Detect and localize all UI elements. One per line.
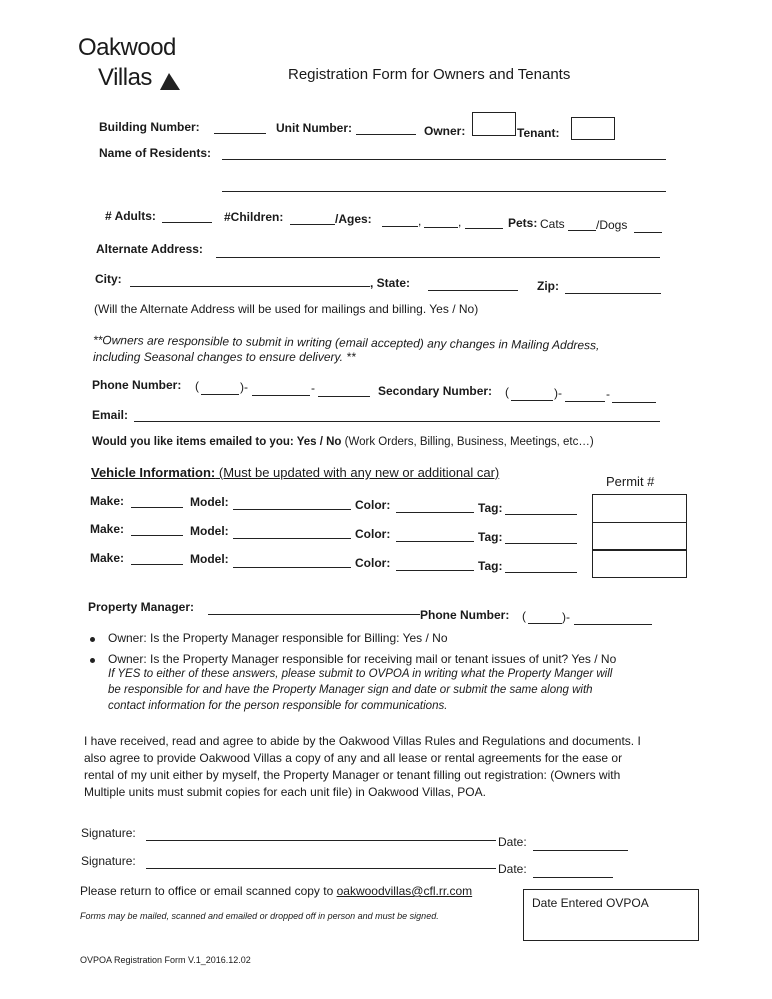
return-note-text: Please return to office or email scanned copy to (80, 884, 337, 898)
secondary-area-open: ( (505, 385, 509, 399)
color-field-1[interactable] (396, 512, 474, 513)
logo-mountain-icon (158, 70, 182, 92)
unit-number-field[interactable] (356, 134, 416, 135)
email-label: Email: (92, 408, 129, 422)
ages-comma-2: , (458, 215, 462, 229)
signature-field-1[interactable] (146, 840, 496, 841)
phone-area-close: )- (240, 380, 248, 394)
owners-note-line1: **Owners are responsible to submit in writing (email accepted) any changes in Mailing Address, (92, 333, 600, 353)
bullet-dot (90, 658, 95, 663)
tenant-label: Tenant: (517, 126, 560, 140)
residents-field-1[interactable] (222, 159, 666, 160)
ages-field-2[interactable] (424, 227, 458, 228)
state-field[interactable] (428, 290, 518, 291)
phone-prefix-field[interactable] (252, 395, 310, 396)
owner-checkbox[interactable] (472, 112, 516, 136)
make-label: Make: (90, 522, 125, 536)
property-manager-field[interactable] (208, 614, 420, 615)
logo-oakwood: Oakwood (78, 34, 176, 61)
agreement-line1: I have received, read and agree to abide by the Oakwood Villas Rules and Regulations and documents. I (84, 734, 641, 748)
agreement-line2: also agree to provide Oakwood Villas a copy of any and all lease or rental agreements for the ease or (84, 751, 623, 765)
model-field-1[interactable] (233, 509, 351, 510)
city-label: City: (95, 272, 122, 286)
owner-label: Owner: (424, 124, 466, 138)
phone-line-field[interactable] (318, 396, 370, 397)
signature-label-2: Signature: (81, 854, 136, 868)
logo-villas: Villas (98, 64, 152, 91)
ages-field-1[interactable] (382, 226, 418, 227)
pm-phone-area-field[interactable] (528, 623, 562, 624)
state-label: , State: (370, 276, 411, 290)
signature-field-2[interactable] (146, 868, 496, 869)
if-yes-line3: contact information for the person responsible for communications. (108, 700, 448, 712)
children-label: #Children: (224, 210, 284, 224)
pm-phone-label: Phone Number: (420, 608, 510, 622)
alternate-address-field[interactable] (216, 257, 660, 258)
pm-phone-number-field[interactable] (574, 624, 652, 625)
adults-label: # Adults: (105, 209, 156, 223)
permit-box-1[interactable] (592, 494, 687, 523)
tag-field-3[interactable] (505, 572, 577, 573)
phone-area-open: ( (195, 379, 199, 393)
secondary-area-field[interactable] (511, 400, 553, 401)
dogs-field[interactable] (634, 232, 662, 233)
vehicle-heading-note: (Must be updated with any new or additional car) (215, 465, 500, 480)
model-field-2[interactable] (233, 538, 351, 539)
date-entered-label: Date Entered OVPOA (532, 896, 649, 910)
ages-field-3[interactable] (465, 228, 503, 229)
adults-field[interactable] (162, 222, 212, 223)
secondary-area-close: )- (554, 386, 562, 400)
tag-field-2[interactable] (505, 543, 577, 544)
dogs-label: /Dogs (596, 218, 628, 232)
office-email-link[interactable]: oakwoodvillas@cfl.rr.com (336, 884, 473, 898)
date-field-1[interactable] (533, 850, 628, 851)
page-title: Registration Form for Owners and Tenants (288, 66, 571, 83)
building-number-field[interactable] (214, 133, 266, 134)
signature-label-1: Signature: (81, 826, 136, 840)
tag-label: Tag: (478, 559, 503, 573)
cats-label: Cats (540, 217, 565, 231)
make-field-2[interactable] (131, 535, 183, 536)
residents-label: Name of Residents: (99, 146, 212, 160)
date-field-2[interactable] (533, 877, 613, 878)
make-label: Make: (90, 494, 125, 508)
color-label: Color: (355, 527, 391, 541)
children-field[interactable] (290, 224, 335, 225)
make-label: Make: (90, 551, 125, 565)
tag-label: Tag: (478, 530, 503, 544)
pm-phone-area-close: )- (562, 610, 570, 624)
make-field-3[interactable] (131, 564, 183, 565)
city-field[interactable] (130, 286, 370, 287)
phone-dash: - (311, 381, 315, 395)
model-field-3[interactable] (233, 567, 351, 568)
unit-number-label: Unit Number: (276, 121, 352, 135)
secondary-dash: - (606, 387, 610, 401)
agreement-line3: rental of my unit either by myself, the Property Manager or tenant filling out registration: (Owners with (84, 768, 621, 782)
color-label: Color: (355, 556, 391, 570)
emailed-question-prompt: Would you like items emailed to you: Yes / No (92, 436, 342, 448)
date-label-1: Date: (498, 835, 527, 849)
zip-field[interactable] (565, 293, 661, 294)
forms-note: Forms may be mailed, scanned and emailed or dropped off in person and must be signed. (80, 911, 439, 921)
residents-field-2[interactable] (222, 191, 666, 192)
model-label: Model: (190, 552, 229, 566)
if-yes-line2: be responsible for and have the Property Manager sign and date or submit the same along with (108, 684, 593, 696)
return-note (80, 884, 472, 898)
phone-number-label: Phone Number: (92, 378, 182, 392)
if-yes-line1: If YES to either of these answers, please submit to OVPOA in writing what the Property Manger will (108, 668, 613, 680)
pm-phone-area-open: ( (522, 609, 526, 623)
model-label: Model: (190, 495, 229, 509)
tenant-checkbox[interactable] (571, 117, 615, 140)
permit-box-2[interactable] (592, 522, 687, 550)
owners-note-line2: including Seasonal changes to ensure delivery. ** (93, 350, 356, 364)
color-field-3[interactable] (396, 570, 474, 571)
permit-label: Permit # (606, 474, 655, 489)
bullet-dot (90, 637, 95, 642)
color-label: Color: (355, 498, 391, 512)
pm-billing-question: Owner: Is the Property Manager responsible for Billing: Yes / No (108, 631, 448, 645)
form-version-footer: OVPOA Registration Form V.1_2016.12.02 (80, 955, 251, 965)
permit-box-3[interactable] (592, 550, 687, 578)
vehicle-heading (91, 465, 499, 480)
ages-label: /Ages: (335, 212, 372, 226)
building-number-label: Building Number: (99, 120, 200, 134)
make-field-1[interactable] (131, 507, 183, 508)
tag-label: Tag: (478, 501, 503, 515)
color-field-2[interactable] (396, 541, 474, 542)
pets-label: Pets: (508, 216, 538, 230)
emailed-question (92, 436, 594, 448)
emailed-question-examples: (Work Orders, Billing, Business, Meetings, etc…) (341, 436, 594, 448)
secondary-line-field[interactable] (612, 402, 656, 403)
tag-field-1[interactable] (505, 514, 577, 515)
zip-label: Zip: (537, 279, 559, 293)
pm-mail-question: Owner: Is the Property Manager responsible for receiving mail or tenant issues of unit? Yes / No (108, 652, 617, 666)
phone-area-field[interactable] (201, 394, 239, 395)
alternate-address-note: (Will the Alternate Address will be used for mailings and billing. Yes / No) (94, 302, 479, 316)
secondary-prefix-field[interactable] (565, 401, 605, 402)
vehicle-heading-title: Vehicle Information: (91, 465, 216, 480)
ages-comma-1: , (418, 214, 422, 228)
alternate-address-label: Alternate Address: (96, 242, 203, 256)
property-manager-label: Property Manager: (88, 600, 195, 614)
email-field[interactable] (134, 421, 660, 422)
cats-field[interactable] (568, 230, 596, 231)
model-label: Model: (190, 524, 229, 538)
agreement-line4: Multiple units must submit copies for each unit file) in Oakwood Villas, POA. (84, 785, 486, 799)
date-label-2: Date: (498, 862, 527, 876)
secondary-number-label: Secondary Number: (378, 384, 493, 398)
